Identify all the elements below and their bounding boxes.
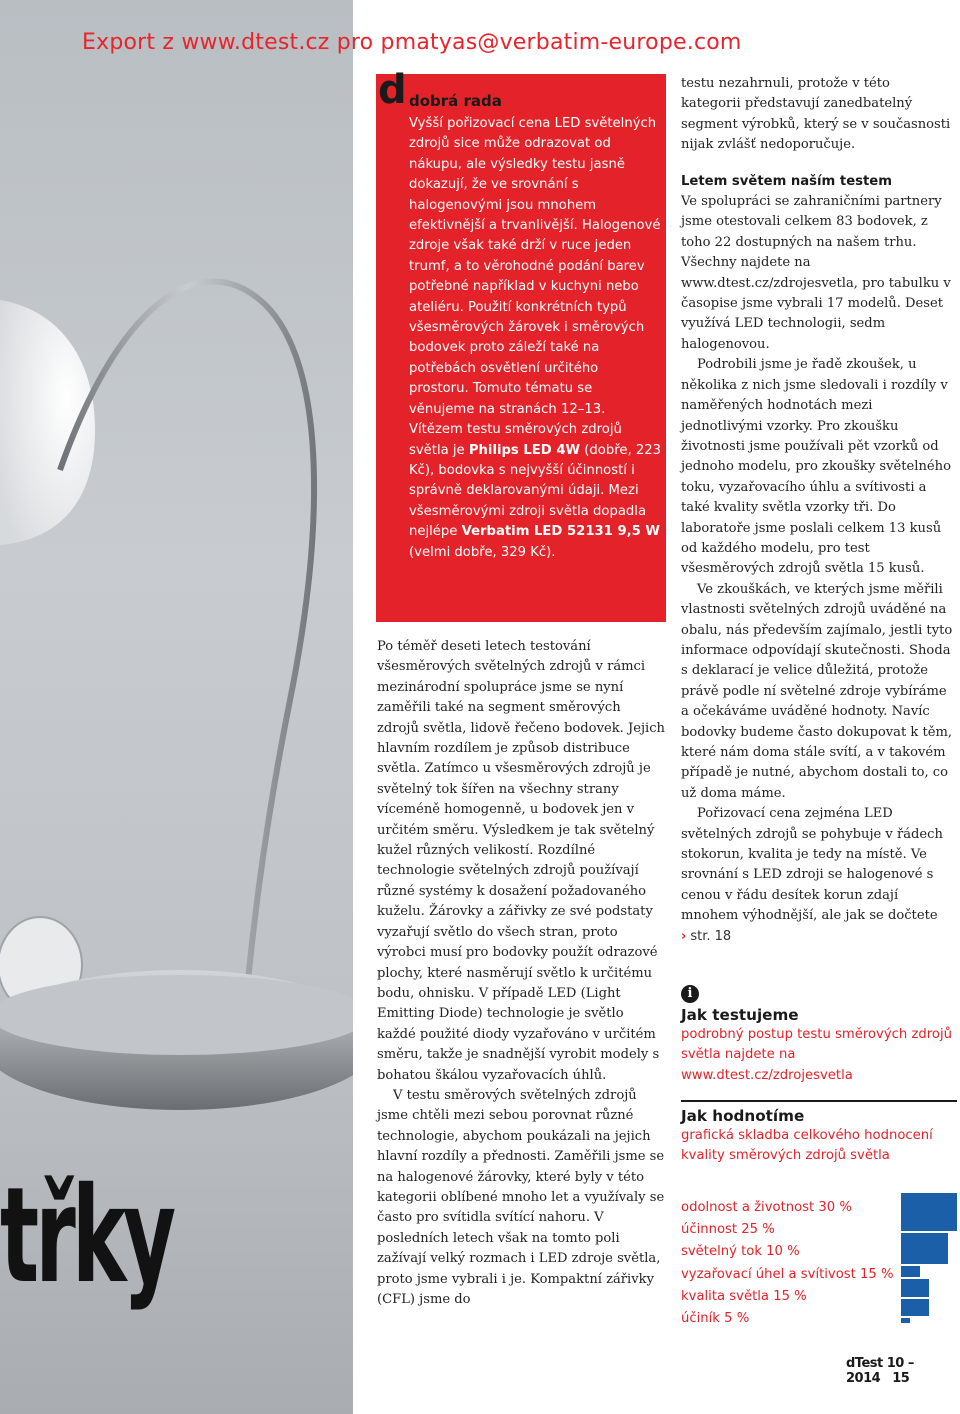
rating-weight-bar — [901, 1233, 948, 1264]
how-rated-title: Jak hodnotíme — [681, 1107, 805, 1125]
article-paragraph: Pořizovací cena zejména LED světelných zdrojů se pohybuje v řádech stokorun, kvalita je tedy na místě. Ve srovnání s LED zdroji se halogenové s cenou v řádu desítek korun zdají mnohem výhodnější, ale jak se dočtete — [681, 806, 943, 924]
rating-weight-item: kvalita světla 15 % — [681, 1288, 807, 1304]
article-column-middle — [377, 637, 665, 1310]
advice-body — [409, 114, 661, 563]
page-footer — [846, 1356, 960, 1386]
rating-weight-bar — [901, 1266, 920, 1277]
info-icon: i — [681, 985, 699, 1003]
rating-weight-bar — [901, 1193, 957, 1231]
advice-text: (velmi dobře, 329 Kč). — [409, 544, 556, 560]
advice-title: dobrá rada — [409, 92, 502, 110]
rating-weights-graphic — [901, 1193, 957, 1328]
article-paragraph: Podrobili jsme je řadě zkoušek, u několika z nich jsme sledovali i rozdíly v naměřených hodnotách mezi jednotlivými vzorky. Pro zkoušku životnosti jsme používali pět vzorků od jednoho modelu, pro zkoušky světelného toku, vyzařovacího úhlu a svítivosti a také kvality světla vzorky tři. Do laboratoře jsme poslali celkem 13 kusů od každého modelu, pro test všesměrových zdrojů světla 15 kusů. — [681, 357, 951, 577]
advice-box — [376, 67, 666, 622]
export-header: Export z www.dtest.cz pro pmatyas@verbatim-europe.com — [82, 30, 742, 55]
chevron-right-icon: › — [681, 928, 687, 944]
how-tested-text: podrobný postup testu směrových zdrojů světla najdete na www.dtest.cz/zdrojesvetla — [681, 1027, 952, 1083]
page-number: 15 — [892, 1371, 910, 1386]
rating-weight-bar — [901, 1299, 929, 1317]
article-paragraph: Ve spolupráci se zahraničními partnery jsme otestovali celkem 83 bodovek, z toho 22 dostupných na našem trhu. Všechny najdete na www.dtest.cz/zdrojesvetla, pro tabulku v časopise jsme vybrali 17 modelů. Deset využívá LED technologii, sedm halogenovou. — [681, 194, 951, 352]
article-column-right — [681, 74, 953, 947]
page-reference — [681, 927, 953, 947]
rating-weight-item: odolnost a životnost 30 % — [681, 1200, 852, 1215]
article-paragraph: Ve zkouškách, ve kterých jsme měřili vlastnosti světelných zdrojů uváděné na obalu, nás především zajímalo, jestli tyto informace odpovídají skutečnosti. Shoda s deklarací je velice důležitá, protože právě podle ní světelné zdroje vybíráme a očekáváme uváděné hodnoty. Navíc bodovky budeme často dokupovat k těm, které nám doma stále svítí, a v takovém případě je nutné, abychom dostali to, co už doma máme. — [681, 581, 953, 801]
winner-omnidirectional: Verbatim LED 52131 9,5 W — [461, 524, 660, 540]
how-tested-block — [681, 1005, 956, 1086]
rating-weight-item: světelný tok 10 % — [681, 1244, 800, 1260]
advice-text: (dobře, 223 Kč), bodovka s nejvyšší účinností i správně deklarovanými údaji. Mezi všesměrovými zdroji světla dopadla nejlépe — [409, 442, 661, 540]
rating-weights-list — [681, 1197, 901, 1330]
advice-paragraph-1: Vyšší pořizovací cena LED světelných zdrojů sice může odrazovat od nákupu, ale výsledky testu jasně dokazují, že ve srovnání s halogenovými jsou mnohem efektivnější a trvanlivější. Halogenové zdroje však také drží v ruce jeden trumf, a to věrohodné podání barev potřebné například v kuchyni nebo ateliéru. Použití konkrétních typů všesměrových žárovek i směrových bodovek proto záleží také na potřebách osvětlení určitého prostoru. Tomuto tématu se věnujeme na stranách 12–13. — [409, 116, 661, 417]
headline-fragment: třky — [0, 1159, 173, 1313]
how-tested-title: Jak testujeme — [681, 1006, 799, 1024]
rating-weight-item: účinnost 25 % — [681, 1222, 775, 1238]
page-reference-text: str. 18 — [690, 928, 732, 944]
how-rated-text: grafická skladba celkového hodnocení kvality směrových zdrojů světla — [681, 1128, 933, 1164]
article-paragraph: V testu směrových světelných zdrojů jsme chtěli mezi sebou porovnat různé technologie, abychom poukázali na jejich hlavní rozdíly a přednosti. Zaměřili jsme se na halogenové žárovky, které byly v této kategorii oblíbené mnoho let a využívaly se často pro svítidla svítící nahoru. V posledních letech však na tomto poli zažívají velký rozmach i LED zdroje světla, proto jsme vybrali i je. Kompaktní zářivky (CFL) jsme do — [377, 1087, 665, 1307]
rating-weight-bar — [901, 1318, 910, 1323]
advice-text: Vítězem testu směrových zdrojů světla je — [409, 422, 622, 458]
section-heading: Letem světem naším testem — [681, 173, 892, 189]
winner-directional: Philips LED 4W — [468, 442, 581, 458]
lamp-photo — [0, 0, 353, 1414]
rating-weight-item: vyzařovací úhel a svítivost 15 % — [681, 1266, 894, 1282]
magazine-issue: dTest 10 – 2014 — [846, 1356, 914, 1386]
sidebar-divider — [681, 1100, 957, 1102]
advice-badge: d — [378, 67, 407, 113]
rating-weight-bar — [901, 1279, 929, 1297]
advice-paragraph-2 — [409, 420, 661, 563]
how-rated-block — [681, 1106, 956, 1167]
article-paragraph: Po téměř deseti letech testování všesměrových světelných zdrojů v rámci mezinárodní spolupráce jsme se nyní zaměřili také na segment směrových zdrojů světla, lidově řečeno bodovek. Jejich hlavním rozdílem je způsob distribuce světla. Zatímco u všesměrových zdrojů je světelný tok šířen na všechny strany víceméně homogenně, u bodovek jen v určitém směru. Výsledkem je tak světelný kužel různých velikostí. Rozdílné technologie světelných zdrojů používají různé systémy k dosažení požadovaného kuželu. Žárovky a zářivky ze své podstaty vyzařují světlo do všech stran, proto výrobci musí pro bodovky použít odrazové plochy, které nasměrují světlo k určitému bodu, ohnisku. V případě LED (Light Emitting Diode) technologie je světlo každé použité diody vyzařováno v určitém směru, takže je snadnější vyrobit modely s bohatou škálou vyzařovacích úhlů. — [377, 639, 665, 1083]
article-paragraph: testu nezahrnuli, protože v této kategorii představují zanedbatelný segment výrobků, který se v současnosti nijak zvlášť nedoporučuje. — [681, 76, 951, 153]
rating-weight-item: účiník 5 % — [681, 1311, 750, 1327]
